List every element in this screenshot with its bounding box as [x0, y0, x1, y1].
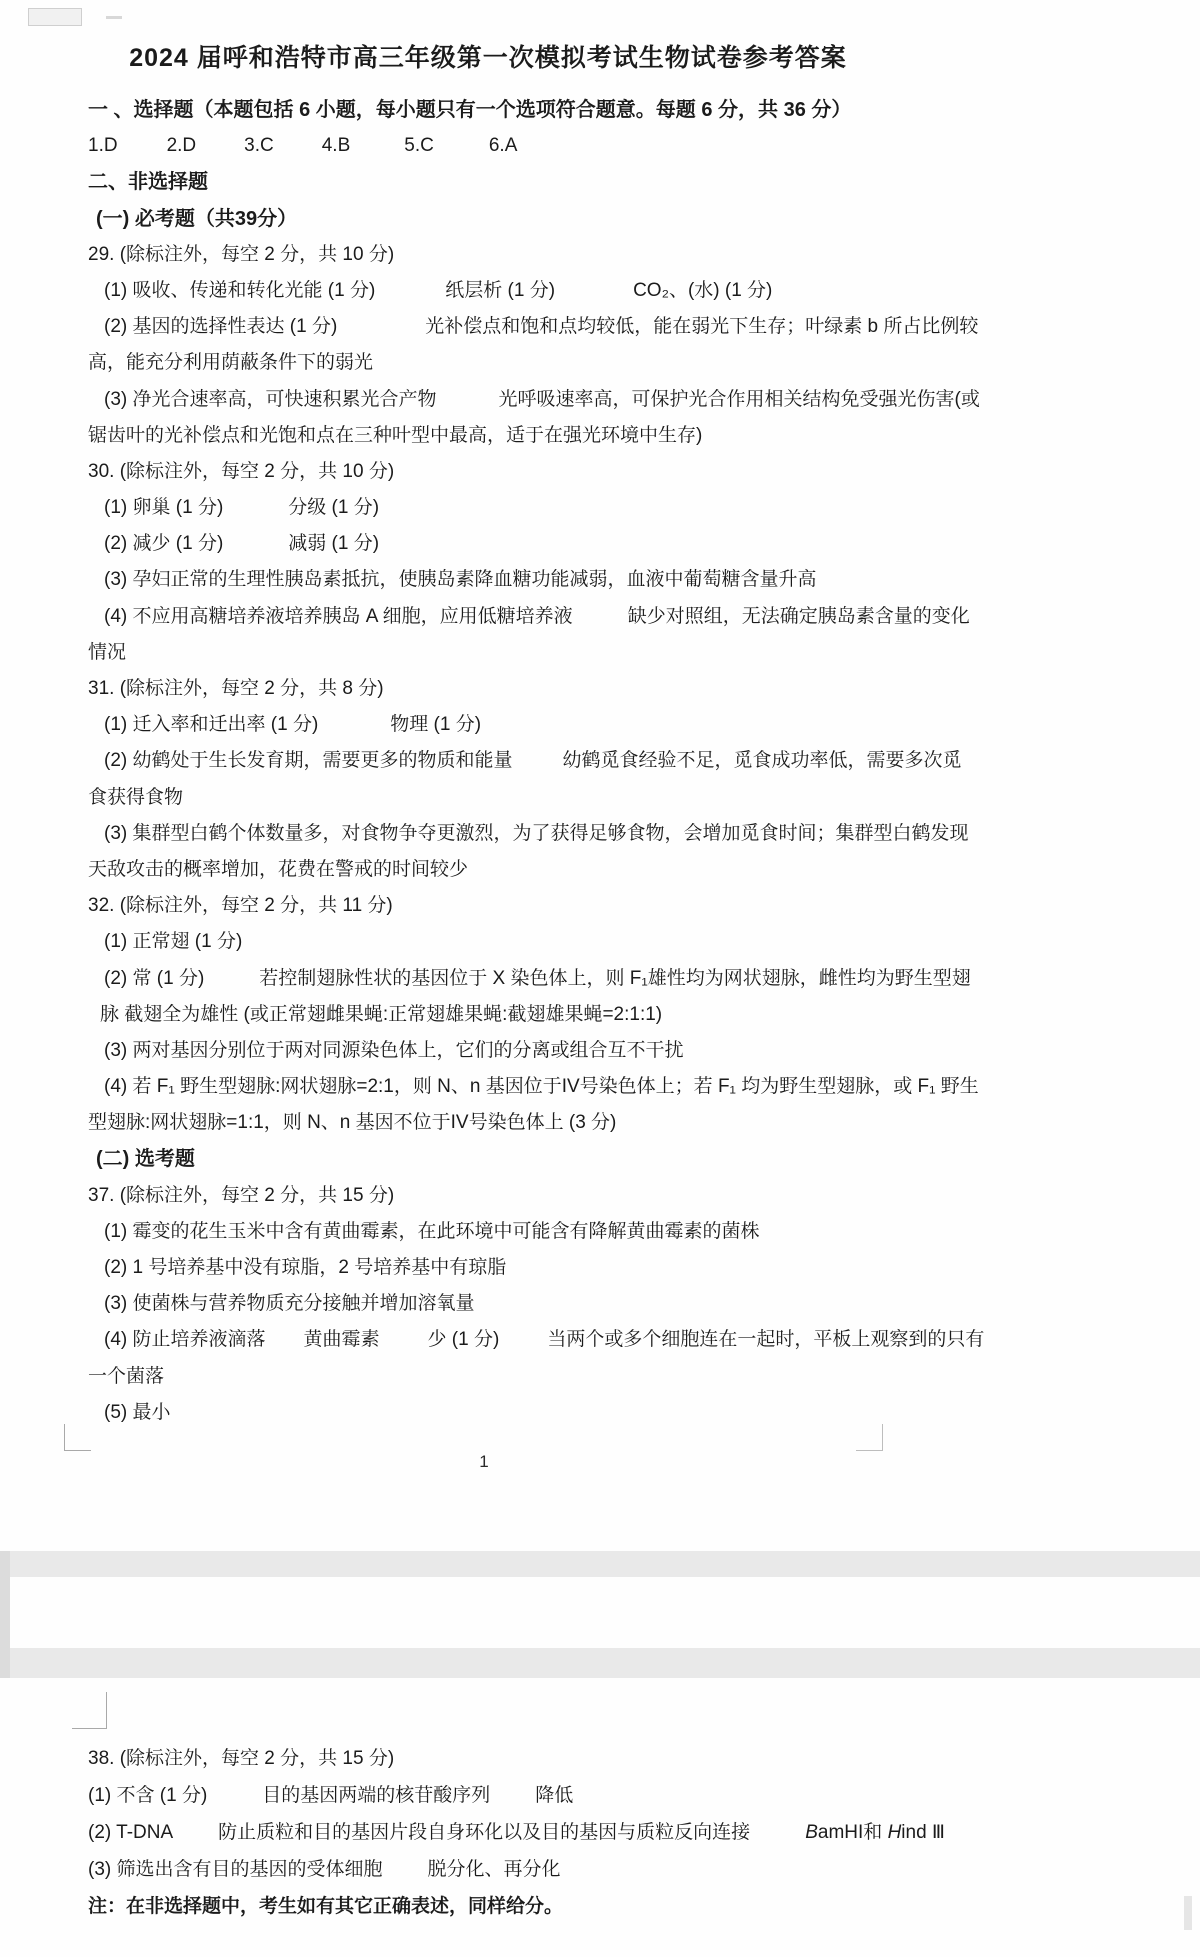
q30-answer-2: [88, 526, 1193, 562]
q37-answer-2: [88, 1250, 1193, 1286]
text-run: 1.D: [88, 135, 118, 157]
section-nonchoice-heading: [88, 164, 1193, 200]
text-run: 物理 (1 分): [390, 714, 482, 736]
text-run: amHI和: [817, 1822, 888, 1843]
text-run: 少 (1 分): [427, 1329, 500, 1351]
q31-answer-1: [88, 707, 1193, 743]
text-run: (2) 减少 (1 分): [104, 533, 224, 555]
q29-answer-2-cont: [88, 345, 1193, 381]
text-run: (2) 幼鹤处于生长发育期，需要更多的物质和能量: [104, 750, 513, 772]
page-1-content: [88, 92, 1193, 1431]
text-run: 当两个或多个细胞连在一起时，平板上观察到的只有: [547, 1329, 985, 1351]
q29-answer-3: [88, 382, 1193, 418]
text-run: 光补偿点和饱和点均较低，能在弱光下生存；叶绿素 b 所占比例较: [425, 316, 979, 338]
text-run: 脱分化、再分化: [427, 1859, 561, 1880]
q37-answer-4: [88, 1322, 1193, 1358]
text-run: (1) 迁入率和迁出率 (1 分): [104, 714, 319, 736]
text-run: (3) 集群型白鹤个体数量多，对食物争夺更激烈，为了获得足够食物，会增加觅食时间；集群型白鹤发现: [104, 822, 969, 844]
text-run: (1) 吸收、传递和转化光能 (1 分): [104, 279, 376, 301]
text-run: 37. (除标注外，每空 2 分，共 15 分): [88, 1184, 395, 1206]
text-run: (2) 1 号培养基中没有琼脂，2 号培养基中有琼脂: [104, 1257, 507, 1278]
text-run: 5.C: [404, 135, 434, 157]
text-run: 食获得食物: [88, 786, 184, 808]
text-run: CO₂、(水) (1 分): [633, 279, 773, 301]
text-run: (一) 必考题（共39分）: [96, 207, 298, 230]
page1-bottom-right-corner-mark: [856, 1424, 883, 1451]
page2-top-left-corner-mark: [72, 1692, 107, 1729]
grading-note: [88, 1888, 1193, 1925]
text-run: 光呼吸速率高，可保护光合作用相关结构免受强光伤害(或: [498, 388, 980, 410]
text-run: 4.B: [321, 135, 351, 157]
q32-answer-3: [88, 1033, 1193, 1069]
q31-answer-3-cont: [88, 852, 1193, 888]
text-run: (1) 霉变的花生玉米中含有黄曲霉素，在此环境中可能含有降解黄曲霉素的菌株: [104, 1220, 760, 1242]
q30-answer-4-cont: [88, 635, 1193, 671]
text-run: 目的基因两端的核苷酸序列: [262, 1785, 491, 1806]
page-2-content: [88, 1740, 1193, 1925]
q38-answer-3: [88, 1851, 1193, 1888]
text-run: (1) 不含 (1 分): [88, 1785, 208, 1806]
q29-answer-1: [88, 273, 1193, 309]
text-run: 脉 截翅全为雄性 (或正常翅雌果蝇:正常翅雄果蝇:截翅雄果蝇=2:1:1): [100, 1003, 663, 1025]
text-run: (3) 孕妇正常的生理性胰岛素抵抗，使胰岛素降血糖功能减弱，血液中葡萄糖含量升高: [104, 569, 817, 591]
q29-header: [88, 237, 1193, 273]
text-run: H: [887, 1822, 902, 1843]
text-run: 29. (除标注外，每空 2 分，共 10 分): [88, 243, 395, 265]
page1-bottom-left-corner-mark: [64, 1424, 91, 1451]
text-run: (1) 卵巢 (1 分): [104, 497, 224, 519]
q29-answer-3-cont: [88, 418, 1193, 454]
text-run: (5) 最小: [104, 1401, 171, 1423]
text-run: 减弱 (1 分): [288, 533, 380, 555]
q38-answer-1: [88, 1777, 1193, 1814]
q37-header: [88, 1178, 1193, 1214]
text-run: 型翅脉:网状翅脉=1:1，则 N、n 基因不位于IV号染色体上 (3 分): [88, 1112, 617, 1134]
text-run: (4) 防止培养液滴落: [104, 1329, 266, 1351]
page-separator-band: [0, 1648, 1200, 1678]
choice-answers: [88, 128, 1193, 164]
text-run: 30. (除标注外，每空 2 分，共 10 分): [88, 460, 395, 482]
text-run: (4) 不应用高糖培养液培养胰岛 A 细胞，应用低糖培养液: [104, 605, 573, 627]
text-run: (4) 若 F₁ 野生型翅脉:网状翅脉=2:1，则 N、n 基因位于IV号染色体上；若 F₁ 均为野生型翅脉，或 F₁ 野生: [104, 1076, 979, 1098]
text-run: 32. (除标注外，每空 2 分，共 11 分): [88, 895, 393, 917]
q30-answer-1: [88, 490, 1193, 526]
scan-artifact: [28, 8, 82, 26]
text-run: 一 、选择题（本题包括 6 小题，每小题只有一个选项符合题意。每题 6 分，共 36 分）: [88, 99, 852, 121]
q32-answer-2-cont: [88, 997, 1193, 1033]
text-run: 二、非选择题: [88, 171, 208, 194]
text-run: 防止质粒和目的基因片段自身环化以及目的基因与质粒反向连接: [218, 1822, 751, 1843]
text-run: (3) 使菌株与营养物质充分接触并增加溶氧量: [104, 1293, 475, 1315]
text-run: 黄曲霉素: [303, 1329, 380, 1351]
scan-edge-shadow: [0, 1551, 10, 1678]
text-run: (2) 常 (1 分): [104, 967, 205, 989]
q31-answer-2: [88, 743, 1193, 779]
q38-answer-2: [88, 1814, 1193, 1851]
q31-header: [88, 671, 1193, 707]
text-run: (1) 正常翅 (1 分): [104, 931, 243, 953]
text-run: 缺少对照组，无法确定胰岛素含量的变化: [627, 605, 970, 627]
q38-header: [88, 1740, 1193, 1777]
page-separator-band: [0, 1551, 1200, 1577]
text-run: 38. (除标注外，每空 2 分，共 15 分): [88, 1748, 395, 1769]
part-2-heading: [88, 1141, 1193, 1177]
text-run: (3) 净光合速率高，可快速积累光合产物: [104, 388, 437, 410]
text-run: 幼鹤觅食经验不足，觅食成功率低，需要多次觅: [562, 750, 962, 772]
q30-answer-4: [88, 599, 1193, 635]
q29-answer-2: [88, 309, 1193, 345]
text-run: 注：在非选择题中，考生如有其它正确表述，同样给分。: [88, 1896, 564, 1917]
text-run: 6.A: [488, 135, 518, 157]
text-run: 若控制翅脉性状的基因位于 X 染色体上，则 F₁雄性均为网状翅脉，雌性均为野生型翅: [259, 967, 971, 989]
text-run: 一个菌落: [88, 1365, 165, 1387]
text-run: ind Ⅲ: [901, 1822, 946, 1843]
page-number: 1: [479, 1452, 489, 1471]
text-run: 分级 (1 分): [288, 497, 380, 519]
text-run: 情况: [88, 641, 127, 663]
q32-answer-2: [88, 961, 1193, 997]
q31-answer-2-cont: [88, 780, 1193, 816]
text-run: 高，能充分利用荫蔽条件下的弱光: [88, 352, 374, 374]
text-run: (3) 两对基因分别位于两对同源染色体上，它们的分离或组合互不干扰: [104, 1039, 684, 1061]
q37-answer-1: [88, 1214, 1193, 1250]
q32-answer-4-cont: [88, 1105, 1193, 1141]
q30-header: [88, 454, 1193, 490]
q37-answer-3: [88, 1286, 1193, 1322]
text-run: 纸层析 (1 分): [445, 279, 556, 301]
q32-answer-1: [88, 924, 1193, 960]
part-1-heading: [88, 201, 1193, 237]
text-run: 2.D: [166, 135, 197, 157]
q32-answer-4: [88, 1069, 1193, 1105]
document-title: 2024 届呼和浩特市高三年级第一次模拟考试生物试卷参考答案: [129, 44, 847, 72]
q32-header: [88, 888, 1193, 924]
text-run: (2) T-DNA: [88, 1822, 174, 1843]
section-choice-heading: [88, 92, 1193, 128]
text-run: 31. (除标注外，每空 2 分，共 8 分): [88, 678, 384, 699]
text-run: 3.C: [244, 135, 274, 157]
scan-artifact: [106, 16, 122, 19]
text-run: B: [805, 1822, 818, 1843]
text-run: 锯齿叶的光补偿点和光饱和点在三种叶型中最高，适于在强光环境中生存): [88, 424, 703, 446]
q30-answer-3: [88, 562, 1193, 598]
text-run: 天敌攻击的概率增加，花费在警戒的时间较少: [88, 858, 469, 880]
text-run: (二) 选考题: [96, 1148, 195, 1171]
text-run: (2) 基因的选择性表达 (1 分): [104, 316, 338, 338]
q37-answer-5: [88, 1395, 1193, 1431]
q37-answer-4-cont: [88, 1359, 1193, 1395]
q31-answer-3: [88, 816, 1193, 852]
text-run: (3) 筛选出含有目的基因的受体细胞: [88, 1859, 383, 1880]
text-run: 降低: [535, 1785, 574, 1806]
